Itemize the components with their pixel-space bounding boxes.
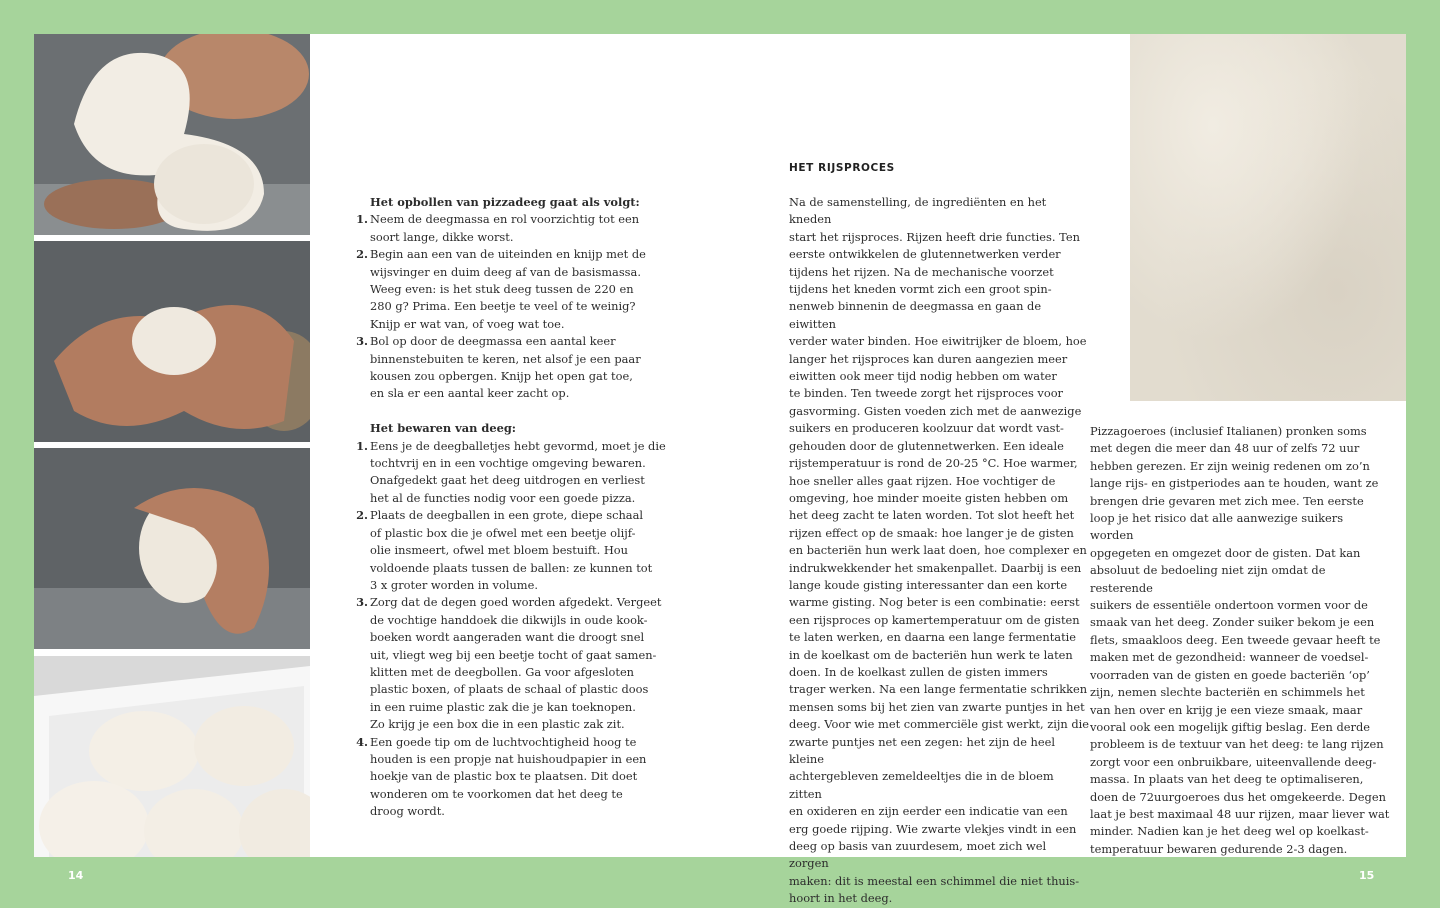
dough-tucking-photo xyxy=(34,448,310,649)
text-line: doen de 72uurgoeroes dus het omgekeerde. Degen xyxy=(1090,789,1386,804)
dough-pinching-photo xyxy=(34,241,310,442)
text-line: hoort in het deeg. xyxy=(789,891,893,906)
text-line: opgegeten en omgezet door de gisten. Dat kan xyxy=(1090,545,1361,560)
page-number-right: 15 xyxy=(1359,869,1375,882)
text-line: van hen over en krijg je een vieze smaak, maar xyxy=(1090,702,1363,717)
text-line: achtergebleven zemeldeeltjes die in de bloem zitten xyxy=(789,769,1054,801)
text-line: in de koelkast om de bacteriën hun werk te laten xyxy=(789,647,1073,662)
text-line: te laten werken, en daarna een lange fermentatie xyxy=(789,630,1077,645)
text-line: maken: dit is meestal een schimmel die niet thuis- xyxy=(789,873,1080,888)
text-line: eerste ontwikkelen de glutennetwerken verder xyxy=(789,247,1061,262)
text-line: probleem is de textuur van het deeg: te lang rijzen xyxy=(1090,737,1384,752)
section-title-bewaren: Het bewaren van deeg: xyxy=(370,421,517,436)
column-right xyxy=(1090,423,1390,858)
text-line: laat je best maximaal 48 uur rijzen, maar liever wat xyxy=(1090,806,1390,821)
text-line: zijn, nemen slechte bacteriën en schimmels het xyxy=(1090,685,1365,700)
text-line: minder. Nadien kan je het deeg wel op koelkast- xyxy=(1090,824,1369,839)
text-line: en oxideren en zijn eerder een indicatie van een xyxy=(789,804,1068,819)
text-line: warme gisting. Nog beter is een combinatie: eerst xyxy=(789,595,1080,610)
list-item: 3. Zorg dat de degen goed worden afgedekt. Vergeet de vochtige handdoek die dikwijls in oude kook- boeken wordt aangeraden want die droogt snel uit, vliegt weg bij een beetje tocht of gaat samen- klitten met de deegbollen. Ga voor afgesloten plastic boxen, of plaats de schaal of plastic doos in een ruime plastic zak die je kan toeknopen. Zo krijg je een box die in een plastic zak zit. xyxy=(356,595,662,732)
column-left xyxy=(356,194,670,821)
text-line: doen. In de koelkast zullen de gisten immers xyxy=(789,664,1048,679)
text-line: erg goede rijping. Wie zwarte vlekjes vindt in een xyxy=(789,821,1077,836)
section-heading-rijsproces: HET RIJSPROCES xyxy=(789,162,895,174)
list-item: 1. Neem de deegmassa en rol voorzichtig tot een soort lange, dikke worst. xyxy=(356,212,640,244)
text-line: zorgt voor een onbruikbare, uiteenvallende deeg- xyxy=(1090,754,1377,769)
text-line: omgeving, hoe minder moeite gisten hebben om xyxy=(789,490,1069,505)
page-number-left: 14 xyxy=(68,869,84,882)
text-line: flets, smaakloos deeg. Een tweede gevaar heeft te xyxy=(1090,632,1381,647)
text-line: indrukwekkender het smakenpallet. Daarbij is een xyxy=(789,560,1082,575)
text-line: verder water binden. Hoe eiwitrijker de bloem, hoe xyxy=(789,334,1087,349)
text-line: gasvorming. Gisten voeden zich met de aanwezige xyxy=(789,403,1082,418)
text-line: loop je het risico dat alle aanwezige suikers worden xyxy=(1090,511,1344,543)
text-line: trager werken. Na een lange fermentatie schrikken xyxy=(789,682,1088,697)
list-item: 1. Eens je de deegballetjes hebt gevormd, moet je die tochtvrij en in een vochtige omgeving bewaren. Onafgedekt gaat het deeg uitdrogen en verliest het al de functies nodig voor een goede pizza. xyxy=(356,438,666,505)
text-line: deeg op basis van zuurdesem, moet zich wel zorgen xyxy=(789,839,1047,871)
text-line: tijdens het rijzen. Na de mechanische voorzet xyxy=(789,264,1054,279)
dough-ball-hands-photo xyxy=(34,34,310,235)
text-line: tijdens het kneden vormt zich een groot spin- xyxy=(789,282,1052,297)
text-line: rijzen effect op de smaak: hoe langer je de gisten xyxy=(789,525,1074,540)
steps-opbollen xyxy=(356,211,670,402)
text-line: smaak van het deeg. Zonder suiker bekom je een xyxy=(1090,615,1375,630)
text-line: eiwitten ook meer tijd nodig hebben om water xyxy=(789,369,1057,384)
section-title-opbollen: Het opbollen van pizzadeeg gaat als volgt: xyxy=(370,195,640,209)
text-line: Pizzagoeroes (inclusief Italianen) pronken soms xyxy=(1090,424,1367,438)
text-line: brengen drie gevaren met zich mee. Ten eerste xyxy=(1090,493,1364,508)
text-line: vooral ook een mogelijk giftig beslag. Een derde xyxy=(1090,719,1371,734)
text-line: lange koude gisting interessanter dan een korte xyxy=(789,577,1068,592)
text-line: gehouden door de glutennetwerken. Een ideale xyxy=(789,438,1064,453)
steps-bewaren xyxy=(356,438,670,821)
text-line: een rijsproces op kamertemperatuur om de gisten xyxy=(789,612,1080,627)
column-middle xyxy=(789,194,1089,908)
text-line: nenweb binnenin de deegmassa en gaan de eiwitten xyxy=(789,299,1042,331)
flour-surface-photo xyxy=(1130,34,1406,401)
dough-balls-tray-photo xyxy=(34,656,310,857)
text-line: suikers en produceren koolzuur dat wordt vast- xyxy=(789,421,1064,436)
text-line: maken met de gezondheid: wanneer de voedsel- xyxy=(1090,650,1369,665)
list-item: 2. Plaats de deegballen in een grote, diepe schaal of plastic box die je ofwel met een beetje olijf- olie insmeert, ofwel met bloem bestuift. Hou voldoende plaats tussen de ballen: ze kunnen tot 3 x groter worden in volume. xyxy=(356,508,653,592)
text-line: voorraden van de gisten en goede bacteriën ‘op’ xyxy=(1090,667,1370,682)
text-line: het deeg zacht te laten worden. Tot slot heeft het xyxy=(789,508,1075,523)
text-line: lange rijs- en gistperiodes aan te houden, want ze xyxy=(1090,476,1379,491)
list-item: 3. Bol op door de deegmassa een aantal keer binnenstebuiten te keren, net alsof je een paar kousen zou opbergen. Knijp het open gat toe, en sla er een aantal keer zacht op. xyxy=(356,334,641,401)
list-item: 4. Een goede tip om de luchtvochtigheid hoog te houden is een propje nat huishoudpapier in een hoekje van de plastic box te plaatsen. Dit doet wonderen om te voorkomen dat het deeg te droog wordt. xyxy=(356,734,647,819)
text-line: massa. In plaats van het deeg te optimaliseren, xyxy=(1090,772,1364,787)
text-line: absoluut de bedoeling niet zijn omdat de resterende xyxy=(1090,563,1326,595)
text-line: rijstemperatuur is rond de 20-25 °C. Hoe warmer, xyxy=(789,456,1078,471)
text-line: Na de samenstelling, de ingrediënten en het kneden xyxy=(789,195,1047,227)
text-line: te binden. Ten tweede zorgt het rijsproces voor xyxy=(789,386,1064,401)
text-line: en bacteriën hun werk laat doen, hoe complexer en xyxy=(789,543,1087,558)
list-item: 2. Begin aan een van de uiteinden en knijp met de wijsvinger en duim deeg af van de basismassa. Weeg even: is het stuk deeg tussen de 220 en 280 g? Prima. Een beetje te veel of te weinig? Knijp er wat van, of voeg wat toe. xyxy=(356,247,646,331)
text-line: hebben gerezen. Er zijn weinig redenen om zo’n xyxy=(1090,458,1370,473)
text-line: mensen soms bij het zien van zwarte puntjes in het xyxy=(789,699,1085,714)
text-line: start het rijsproces. Rijzen heeft drie functies. Ten xyxy=(789,229,1080,244)
text-line: suikers de essentiële ondertoon vormen voor de xyxy=(1090,598,1368,613)
text-line: met degen die meer dan 48 uur of zelfs 72 uur xyxy=(1090,441,1360,456)
text-line: temperatuur bewaren gedurende 2-3 dagen. xyxy=(1090,841,1348,856)
text-line: zwarte puntjes net een zegen: het zijn de heel kleine xyxy=(789,734,1056,766)
text-line: langer het rijsproces kan duren aangezien meer xyxy=(789,351,1068,366)
text-line: hoe sneller alles gaat rijzen. Hoe vochtiger de xyxy=(789,473,1056,488)
text-line: deeg. Voor wie met commerciële gist werkt, zijn die xyxy=(789,717,1089,732)
